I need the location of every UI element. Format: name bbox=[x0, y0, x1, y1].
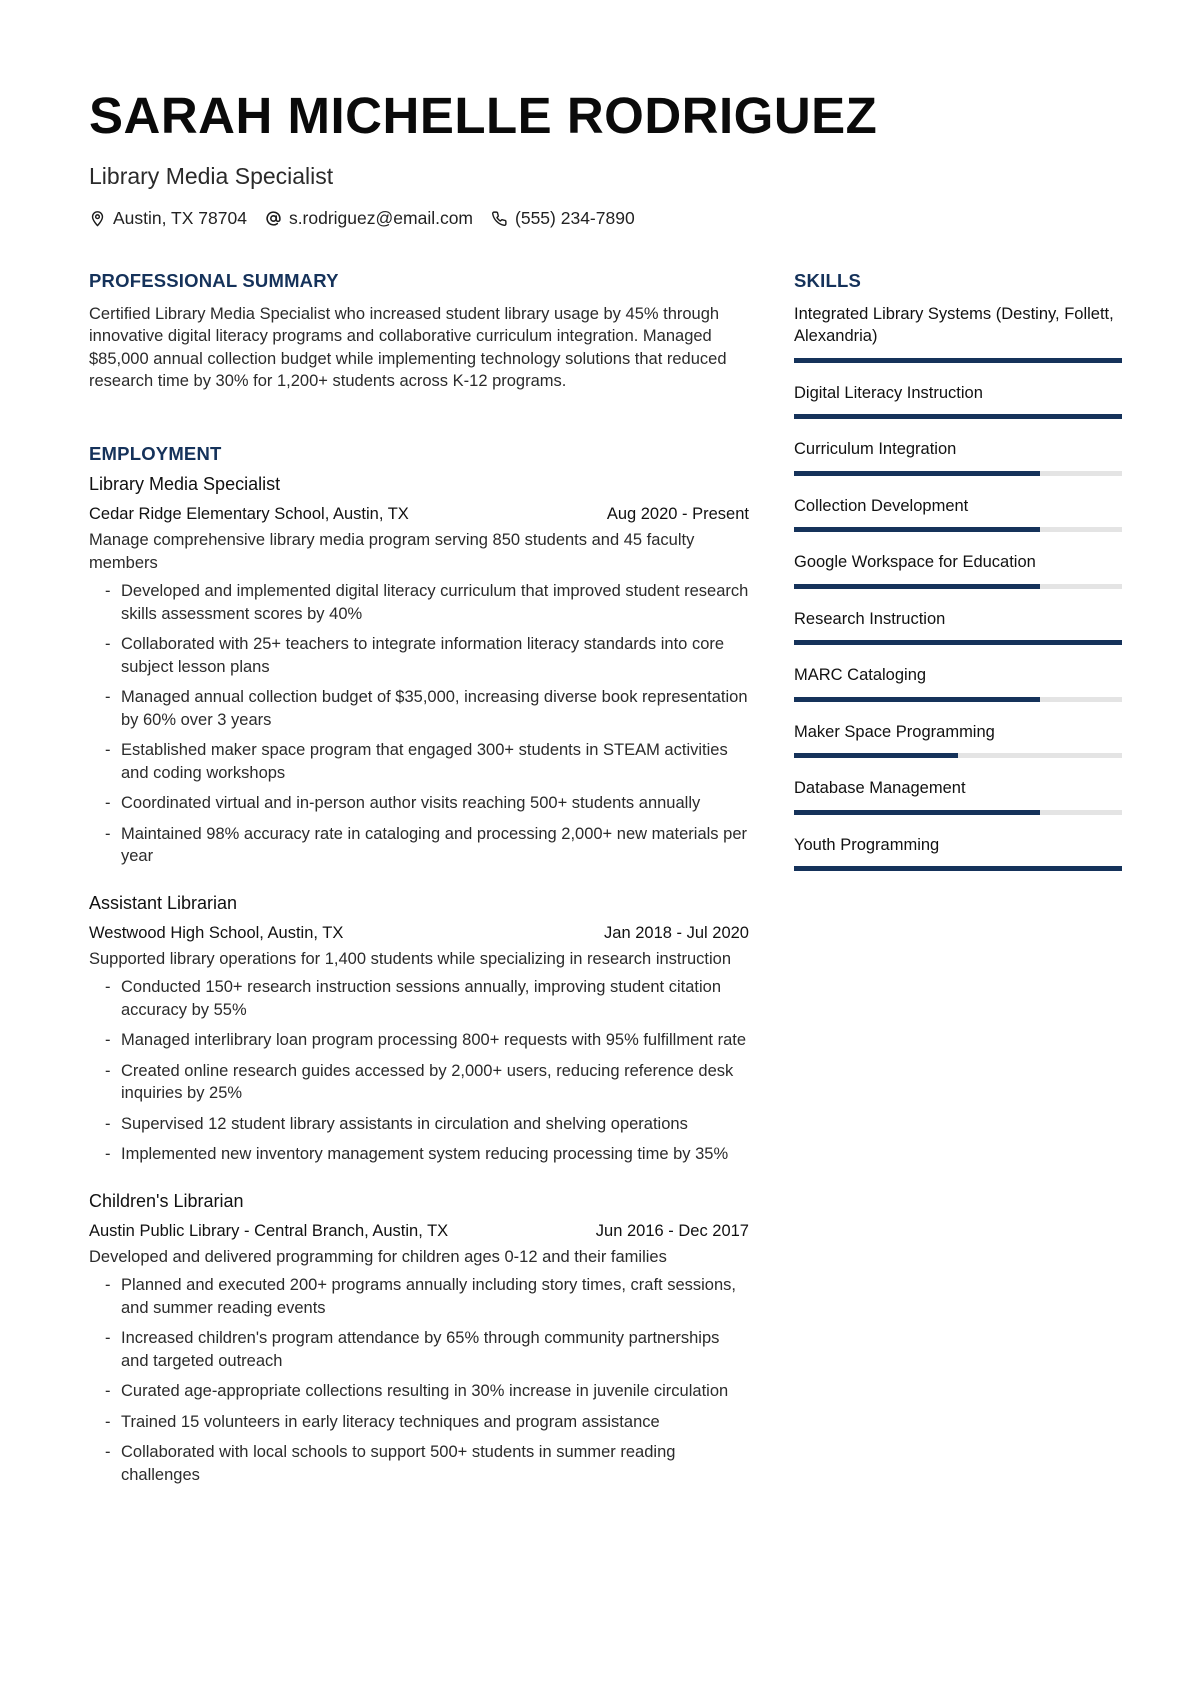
job-achievements bbox=[89, 580, 749, 868]
skill-item bbox=[794, 721, 1124, 759]
achievement-item: - Increased children's program attendance by 65% through community partnerships and targeted outreach bbox=[89, 1327, 749, 1372]
skill-name: MARC Cataloging bbox=[794, 666, 927, 684]
candidate-title: Library Media Specialist bbox=[89, 163, 334, 189]
job-dates: Jun 2016 - Dec 2017 bbox=[595, 1221, 749, 1240]
skill-level-fill bbox=[794, 753, 958, 758]
achievement-item: - Planned and executed 200+ programs annually including story times, craft sessions, and summer reading events bbox=[89, 1274, 749, 1319]
skill-name: Digital Literacy Instruction bbox=[794, 383, 983, 402]
skills-section bbox=[794, 272, 1124, 871]
employment-heading: EMPLOYMENT bbox=[89, 442, 222, 464]
skills-list bbox=[794, 303, 1124, 872]
job-description: Supported library operations for 1,400 students while specializing in research instruction bbox=[89, 949, 732, 968]
skill-level-fill bbox=[794, 358, 1122, 363]
contact-location bbox=[89, 208, 247, 229]
job-meta bbox=[89, 1220, 749, 1242]
achievement-item: - Coordinated virtual and in-person author visits reaching 500+ students annually bbox=[89, 792, 749, 815]
skill-level-fill bbox=[794, 527, 1040, 532]
location-text: Austin, TX 78704 bbox=[113, 208, 247, 228]
summary-text: Certified Library Media Specialist who increased student library usage by 45% through innovative digital literacy programs and collaborative curriculum integration. Managed $85,000 annual collection budget while implementing technology solutions that reduced research time by 30% for 1,200+ students across K-12 programs. bbox=[89, 304, 727, 390]
skill-level-bar bbox=[794, 753, 1122, 758]
summary-heading: PROFESSIONAL SUMMARY bbox=[89, 270, 339, 291]
skill-level-bar bbox=[794, 358, 1122, 363]
job-description: Developed and delivered programming for children ages 0-12 and their families bbox=[89, 1247, 667, 1266]
achievement-item: - Collaborated with local schools to support 500+ students in summer reading challenges bbox=[89, 1441, 749, 1486]
skill-name: Integrated Library Systems (Destiny, Follett, Alexandria) bbox=[794, 304, 1114, 345]
job-entry bbox=[89, 894, 749, 1166]
skills-heading: SKILLS bbox=[794, 270, 861, 291]
achievement-item: - Implemented new inventory management system reducing processing time by 35% bbox=[89, 1143, 749, 1166]
achievement-item: - Managed annual collection budget of $35,000, increasing diverse book representation by 60% over 3 years bbox=[89, 686, 749, 731]
map-pin-icon bbox=[89, 210, 106, 227]
skill-level-fill bbox=[794, 414, 1122, 419]
job-description: Manage comprehensive library media program serving 850 students and 45 faculty members bbox=[89, 531, 695, 572]
job-title: Children's Librarian bbox=[89, 1190, 244, 1211]
skill-name: Database Management bbox=[794, 779, 966, 797]
sidebar-column bbox=[794, 272, 1124, 890]
phone-icon bbox=[491, 210, 508, 227]
achievement-item: - Created online research guides accessed by 2,000+ users, reducing reference desk inquiries by 25% bbox=[89, 1060, 749, 1105]
skill-item bbox=[794, 664, 1124, 702]
skill-level-fill bbox=[794, 697, 1040, 702]
achievement-item: - Supervised 12 student library assistants in circulation and shelving operations bbox=[89, 1113, 749, 1136]
skill-name: Google Workspace for Education bbox=[794, 553, 1036, 571]
employment-section bbox=[89, 442, 749, 1487]
achievement-item: - Curated age-appropriate collections resulting in 30% increase in juvenile circulation bbox=[89, 1380, 749, 1403]
skill-item bbox=[794, 608, 1124, 646]
achievement-item: - Conducted 150+ research instruction sessions annually, improving student citation accuracy by 55% bbox=[89, 976, 749, 1021]
skill-item bbox=[794, 495, 1124, 533]
email-text[interactable]: s.rodriguez@email.com bbox=[288, 208, 474, 228]
skill-item bbox=[794, 834, 1124, 872]
skill-level-bar bbox=[794, 584, 1122, 589]
achievement-item: - Collaborated with 25+ teachers to integrate information literacy standards into core subject lesson plans bbox=[89, 633, 749, 678]
job-company: Westwood High School, Austin, TX bbox=[89, 923, 344, 942]
skill-level-bar bbox=[794, 810, 1122, 815]
skill-level-bar bbox=[794, 640, 1122, 645]
job-title: Assistant Librarian bbox=[89, 892, 238, 913]
skill-item bbox=[794, 438, 1124, 476]
resume-header bbox=[89, 87, 1089, 229]
at-sign-icon bbox=[265, 210, 282, 227]
summary-section bbox=[89, 272, 749, 393]
skill-name: Collection Development bbox=[794, 496, 969, 515]
achievement-item: - Established maker space program that engaged 300+ students in STEAM activities and coding workshops bbox=[89, 739, 749, 784]
skill-level-fill bbox=[794, 866, 1122, 871]
job-company: Austin Public Library - Central Branch, Austin, TX bbox=[89, 1221, 449, 1240]
skill-level-bar bbox=[794, 866, 1122, 871]
main-column bbox=[89, 272, 749, 1512]
achievement-item: - Developed and implemented digital literacy curriculum that improved student research skills assessment scores by 40% bbox=[89, 580, 749, 625]
phone-text[interactable]: (555) 234-7890 bbox=[515, 208, 635, 228]
skill-level-fill bbox=[794, 810, 1040, 815]
job-meta bbox=[89, 922, 749, 944]
skill-level-bar bbox=[794, 414, 1122, 419]
job-entry bbox=[89, 475, 749, 868]
job-dates: Aug 2020 - Present bbox=[606, 505, 749, 523]
contact-info bbox=[89, 208, 1089, 229]
achievement-item: - Trained 15 volunteers in early literacy techniques and program assistance bbox=[89, 1411, 749, 1434]
job-title: Library Media Specialist bbox=[89, 474, 281, 494]
achievement-item: - Maintained 98% accuracy rate in cataloging and processing 2,000+ new materials per year bbox=[89, 823, 749, 868]
skill-item bbox=[794, 551, 1124, 589]
skill-name: Curriculum Integration bbox=[794, 440, 957, 458]
job-meta bbox=[89, 503, 749, 525]
skill-level-bar bbox=[794, 527, 1122, 532]
skill-item bbox=[794, 382, 1124, 420]
candidate-name: SARAH MICHELLE RODRIGUEZ bbox=[89, 87, 878, 144]
skill-item bbox=[794, 303, 1124, 363]
job-dates: Jan 2018 - Jul 2020 bbox=[604, 923, 749, 942]
contact-email[interactable] bbox=[265, 208, 473, 229]
skill-name: Youth Programming bbox=[794, 835, 940, 854]
skill-level-fill bbox=[794, 584, 1040, 589]
contact-phone[interactable] bbox=[491, 208, 635, 229]
job-achievements bbox=[89, 1274, 749, 1486]
skill-level-fill bbox=[794, 640, 1122, 645]
skill-item bbox=[794, 777, 1124, 815]
job-company: Cedar Ridge Elementary School, Austin, TX bbox=[89, 505, 409, 523]
skill-level-fill bbox=[794, 471, 1040, 476]
skill-level-bar bbox=[794, 697, 1122, 702]
skill-name: Maker Space Programming bbox=[794, 722, 995, 741]
job-entry bbox=[89, 1192, 749, 1487]
skill-name: Research Instruction bbox=[794, 609, 946, 628]
job-achievements bbox=[89, 976, 749, 1166]
achievement-item: - Managed interlibrary loan program processing 800+ requests with 95% fulfillment rate bbox=[89, 1029, 749, 1052]
skill-level-bar bbox=[794, 471, 1122, 476]
